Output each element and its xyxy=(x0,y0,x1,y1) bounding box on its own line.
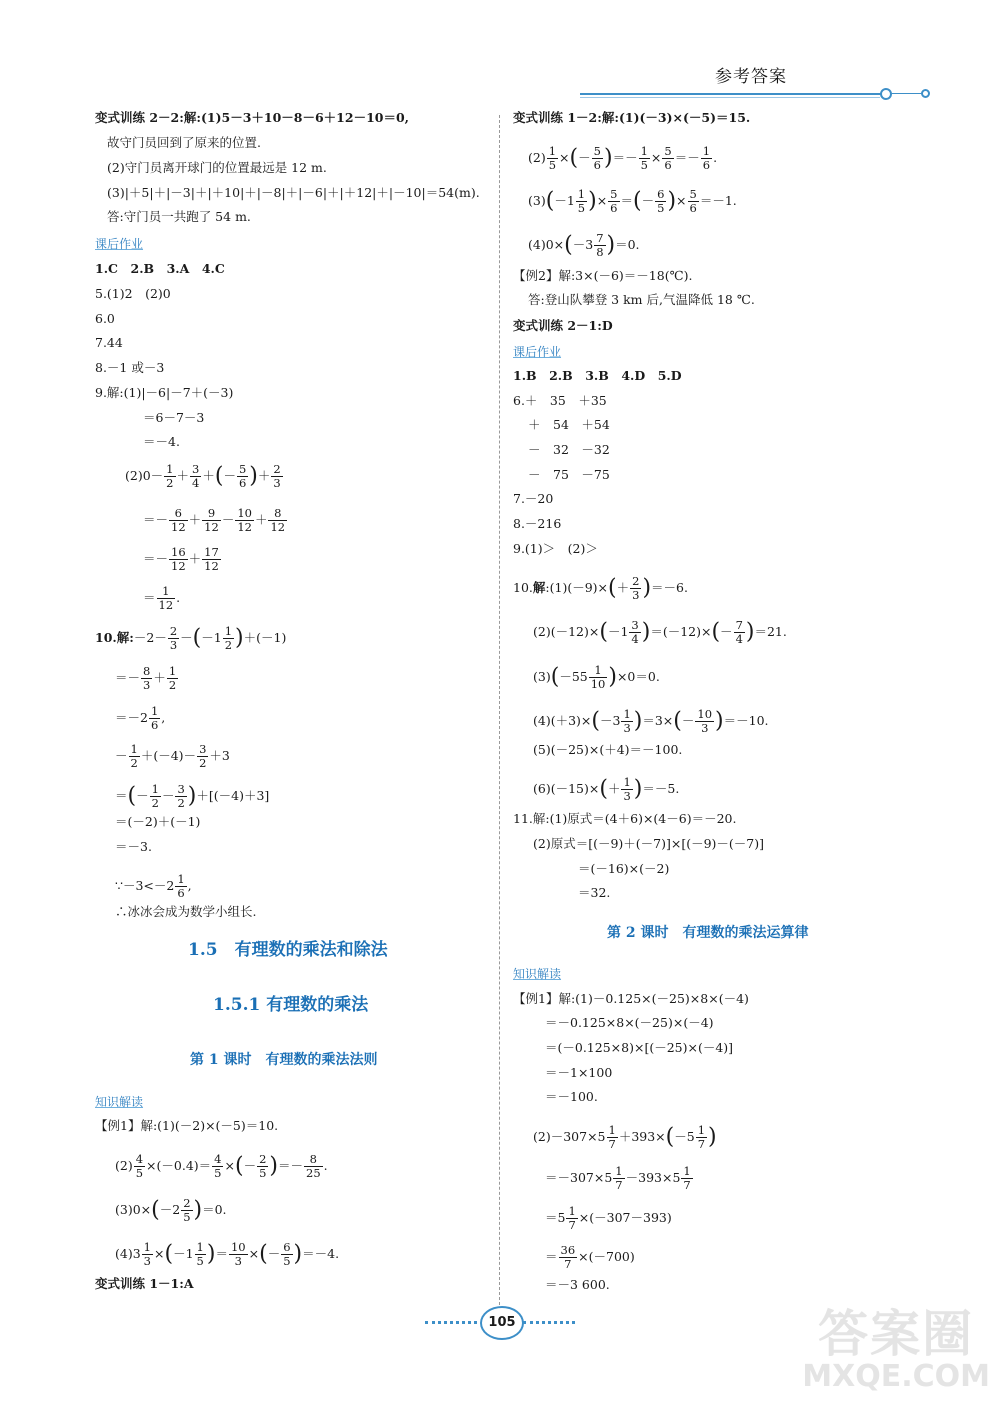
math-line: (4)0×(－3 $\frac{7}{8}$ )＝0. xyxy=(528,231,640,259)
homework-heading: 课后作业 xyxy=(513,345,562,359)
math-line: ＝－3 600. xyxy=(545,1277,610,1292)
math-line: ＝5 $\frac{1}{7}$ ×(－307－393) xyxy=(545,1204,672,1232)
lesson-title: 第 1 课时 有理数的乘法法则 xyxy=(190,1052,378,1068)
answer-line: 答:登山队攀登 3 km 后,气温降低 18 ℃. xyxy=(528,292,755,307)
math-line: 10.解:(1)(－9)×(＋ $\frac{2}{3}$ )＝－6. xyxy=(513,574,688,602)
answer-line: 8.－216 xyxy=(513,516,562,531)
left-line: 故守门员回到了原来的位置. xyxy=(107,135,261,150)
math-line: ＝ $\frac{36}{7}$ ×(－700) xyxy=(545,1243,635,1271)
answer-line: ＝－4. xyxy=(143,434,180,449)
math-line: ＝－0.125×8×(－25)×(－4) xyxy=(545,1015,714,1030)
math-line: (3)0×(－2 $\frac{2}{5}$ )＝0. xyxy=(115,1196,227,1224)
header-title: 参考答案 xyxy=(715,67,787,87)
answer-line: 7.－20 xyxy=(513,491,554,506)
answer-line: 6.0 xyxy=(95,311,115,326)
math-line: ＝(－2)＋(－1) xyxy=(115,814,201,829)
page-dots-right xyxy=(523,1321,575,1324)
math-line: (3)(－1 $\frac{1}{5}$ )× $\frac{5}{6}$ ＝(－ $\frac{6}{5}$ )× $\frac{5}{6}$ ＝－1. xyxy=(528,187,737,215)
watermark xyxy=(802,1307,990,1393)
header-rule xyxy=(580,93,885,95)
right-line: 变式训练 1－2:解:(1)(－3)×(－5)＝15. xyxy=(513,110,751,125)
math-line: ＝ $\frac{1}{12}$ . xyxy=(143,584,181,612)
math-line: ＝－2 $\frac{1}{6}$ , xyxy=(115,704,166,732)
math-line: ＝－ $\frac{6}{12}$ ＋ $\frac{9}{12}$ － $\frac{10}{12}$ ＋ $\frac{8}{12}$ xyxy=(143,506,286,534)
knowledge-heading: 知识解读 xyxy=(513,967,562,981)
math-line: (2) $\frac{1}{5}$ ×(－ $\frac{5}{6}$ )＝－ $\frac{1}{5}$ × $\frac{5}{6}$ ＝－ $\frac{1}{6}$ . xyxy=(528,144,718,172)
exercise-line: 变式训练 1－1:A xyxy=(95,1276,194,1291)
math-line: ＝－ $\frac{8}{3}$ ＋ $\frac{1}{2}$ xyxy=(115,664,177,692)
exercise-line: 变式训练 2－1:D xyxy=(513,318,613,333)
math-line: (2) $\frac{4}{5}$ ×(－0.4)＝ $\frac{4}{5}$ ×(－ $\frac{2}{5}$ )＝－ $\frac{8}{25}$ . xyxy=(115,1152,328,1180)
answer-line: ＝32. xyxy=(578,885,611,900)
math-line: (5)(－25)×(＋4)＝－100. xyxy=(533,742,683,757)
example-line: 【例1】解:(1)－0.125×(－25)×8×(－4) xyxy=(513,991,749,1006)
lesson-title: 第 2 课时 有理数的乘法运算律 xyxy=(607,925,809,941)
column-divider xyxy=(499,115,500,1305)
watermark-logo: 答案圈 xyxy=(818,1305,975,1363)
math-line: (6)(－15)×(＋ $\frac{1}{3}$ )＝－5. xyxy=(533,775,680,803)
math-line: (2)－307×5 $\frac{1}{7}$ ＋393×(－5 $\frac{1}{7}$ ) xyxy=(533,1123,717,1151)
math-line: ＝(－ $\frac{1}{2}$ － $\frac{3}{2}$ )＋[(－4)＋3] xyxy=(115,782,270,810)
example-line: 【例1】解:(1)(－2)×(－5)＝10. xyxy=(95,1118,279,1133)
left-line: 变式训练 2－2:解:(1)5－3＋10－8－6＋12－10＝0, xyxy=(95,110,410,125)
answer-line: 9.(1)＞ (2)＞ xyxy=(513,541,598,556)
math-line: 10.解:－2－ $\frac{2}{3}$ －(－1 $\frac{1}{2}$ )＋(－1) xyxy=(95,624,287,652)
left-line: (2)守门员离开球门的位置最远是 12 m. xyxy=(107,160,327,175)
answer-line: 5.(1)2 (2)0 xyxy=(95,286,171,301)
left-line: (3)|＋5|＋|－3|＋|＋10|＋|－8|＋|－6|＋|＋12|＋|－10|＝54(m). xyxy=(107,185,480,200)
math-line: (4)3 $\frac{1}{3}$ ×(－1 $\frac{1}{5}$ )＝ $\frac{10}{3}$ ×(－ $\frac{6}{5}$ )＝－4. xyxy=(115,1240,340,1268)
math-line: (2)(－12)×(－1 $\frac{3}{4}$ )＝(－12)×(－ $\frac{7}{4}$ )＝21. xyxy=(533,618,787,646)
header-rule-tail xyxy=(892,93,922,94)
answer-line: 7.44 xyxy=(95,335,123,350)
math-line: (2)0－ $\frac{1}{2}$ ＋ $\frac{3}{4}$ ＋(－ $\frac{5}{6}$ )＋ $\frac{2}{3}$ xyxy=(125,462,281,490)
math-line: ＝－100. xyxy=(545,1089,598,1104)
header-dot-icon xyxy=(880,88,892,100)
math-line: ∵－3<－2 $\frac{1}{6}$ , xyxy=(115,872,192,900)
math-line: ＝－307×5 $\frac{1}{7}$ －393×5 $\frac{1}{7}$ xyxy=(545,1164,691,1192)
answer-line: ＋ 54 ＋54 xyxy=(528,417,610,432)
answer-line: － 75 －75 xyxy=(528,467,610,482)
conclusion-line: ∴冰冰会成为数学小组长. xyxy=(115,904,257,919)
math-line: (3)(－55 $\frac{1}{10}$ )×0＝0. xyxy=(533,663,660,691)
answer-line: 9.解:(1)|－6|－7＋(－3) xyxy=(95,385,234,400)
math-line: ＝－3. xyxy=(115,839,152,854)
homework-heading: 课后作业 xyxy=(95,237,144,251)
page-number: 105 xyxy=(480,1306,524,1340)
header-rule-thin xyxy=(580,97,880,98)
header-dot-icon xyxy=(921,89,930,98)
math-line: ＝－ $\frac{16}{12}$ ＋ $\frac{17}{12}$ xyxy=(143,545,219,573)
page-dots-left xyxy=(425,1321,477,1324)
answer-line: 8.－1 或－3 xyxy=(95,360,165,375)
example-line: 【例2】解:3×(－6)＝－18(℃). xyxy=(513,268,693,283)
answer-line: 1.C 2.B 3.A 4.C xyxy=(95,261,225,276)
answer-line: 1.B 2.B 3.B 4.D 5.D xyxy=(513,368,682,383)
answer-line: ＝6－7－3 xyxy=(143,410,205,425)
math-line: － $\frac{1}{2}$ ＋(－4)－ $\frac{3}{2}$ ＋3 xyxy=(115,742,230,770)
math-line: ＝(－0.125×8)×[(－25)×(－4)] xyxy=(545,1040,734,1055)
answer-line: 6.＋ 35 ＋35 xyxy=(513,393,607,408)
answer-line: 11.解:(1)原式＝(4＋6)×(4－6)＝－20. xyxy=(513,811,737,826)
knowledge-heading: 知识解读 xyxy=(95,1095,144,1109)
left-line: 答:守门员一共跑了 54 m. xyxy=(107,209,251,224)
math-line: ＝－1×100 xyxy=(545,1065,613,1080)
answer-line: (2)原式＝[(－9)＋(－7)]×[(－9)－(－7)] xyxy=(533,836,765,851)
answer-line: － 32 －32 xyxy=(528,442,610,457)
watermark-url: MXQE.COM xyxy=(802,1359,990,1394)
section-title: 1.5 有理数的乘法和除法 xyxy=(188,940,388,960)
math-line: (4)(＋3)×(－3 $\frac{1}{3}$ )＝3×(－ $\frac{10}{3}$ )＝－10. xyxy=(533,707,769,735)
subsection-title: 1.5.1 有理数的乘法 xyxy=(213,995,369,1015)
answer-line: ＝(－16)×(－2) xyxy=(578,861,670,876)
